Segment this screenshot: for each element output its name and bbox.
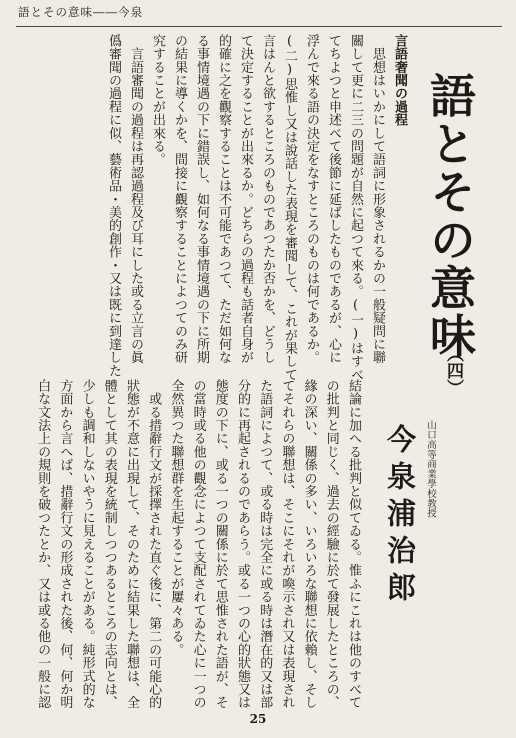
running-head: 語とその意味――今泉 — [18, 5, 143, 19]
text-line: て決定することが出來るか。どちらの過程も話者自身が — [238, 34, 253, 364]
body-text-lower — [35, 379, 364, 709]
text-line: る事情境遇の下に錯誤し、如何なる事情境遇の下に所期 — [194, 34, 209, 364]
text-line: (二)思惟し又は說話した表現を審聞して、これが果して — [282, 34, 297, 382]
text-line: 體として其の表現を統制しつつあるところの志向とは、 — [101, 379, 117, 709]
text-line: 關して更に二三の問題が自然に起つて來る。(一)はすべ — [348, 34, 363, 382]
text-line: てちよつと申述べて後節に延ばしたものであるが、心に — [326, 34, 341, 364]
text-line: 態度の下に、或る一つの關係に於て思惟された語が、そ — [212, 379, 228, 709]
text-line: 結論に加へる批判と似てゐる。惟ふにこれは他のすべて — [346, 379, 361, 709]
text-line: てそれらの聯想は、そこにそれが喚示され又は表現され — [279, 379, 295, 709]
text-line: 緣の深い、關係の多い、いろいろな聯想に依賴し、そし — [301, 379, 317, 709]
body-text-upper — [50, 34, 410, 382]
text-line: 思想はいかにして語詞に形象されるかの一般疑問に聯 — [370, 34, 385, 364]
text-line: 言はんと欲するところのものであつたか否かを、どうし — [260, 34, 275, 364]
text-line: 白な文法上の規則を破つたとか、又は或る他の一般に認 — [35, 379, 51, 709]
text-line: 全然異つた聯想群を生起することが屢々ある。 — [168, 379, 184, 657]
text-line: た語詞によつて、或る時は完全に或る時は潛在的又は部 — [257, 379, 273, 709]
author-name: 今泉浦治郎 — [383, 424, 417, 609]
section-heading: 言語奢聞の過程 — [392, 34, 407, 127]
header-rule — [16, 26, 502, 27]
text-line: の當時或る他の觀念によつて支配されてゐた心に一つの — [190, 379, 206, 709]
article-part-number: （四） — [443, 345, 463, 396]
article-title: 語とその意味 — [423, 72, 477, 360]
page-number: 25 — [249, 712, 267, 726]
text-line: 僞審聞の過程に似、藝術品・美的創作・又は既に到達した — [106, 34, 121, 378]
text-line: 狀態が不意に出現して、そのために結果した聯想は、全 — [123, 379, 139, 709]
text-line: 分的に再起されるのであらう。或る一つの心的狀態又は — [234, 379, 250, 709]
text-line: 方面から言へば、措辭行文の形成された後、何、何か明 — [57, 379, 73, 709]
text-line: の結果に導くかを、間接に觀察することによつてのみ研 — [172, 34, 187, 364]
text-line: 少しも調和しないやうに見えることがある。純形式的な — [79, 379, 95, 709]
text-line: 或る措辭行文が採擇された直ぐ後に、第二の可能心的 — [146, 379, 162, 709]
text-line: 的確に之を觀察することは不可能であつて、ただ如何な — [216, 34, 231, 364]
text-line: 言語審聞の過程は再認過程及び耳にした或る立言の眞 — [128, 34, 143, 364]
text-line: 究することが出來る。 — [150, 34, 165, 166]
author-affiliation: 山口高等商業學校教授 — [425, 420, 436, 518]
text-line: 浮んで來る語の決定をなすところのものは何であるか。 — [304, 34, 319, 364]
text-line: の批判と同じく、過去の經驗に於て發展したところの、 — [323, 379, 339, 709]
